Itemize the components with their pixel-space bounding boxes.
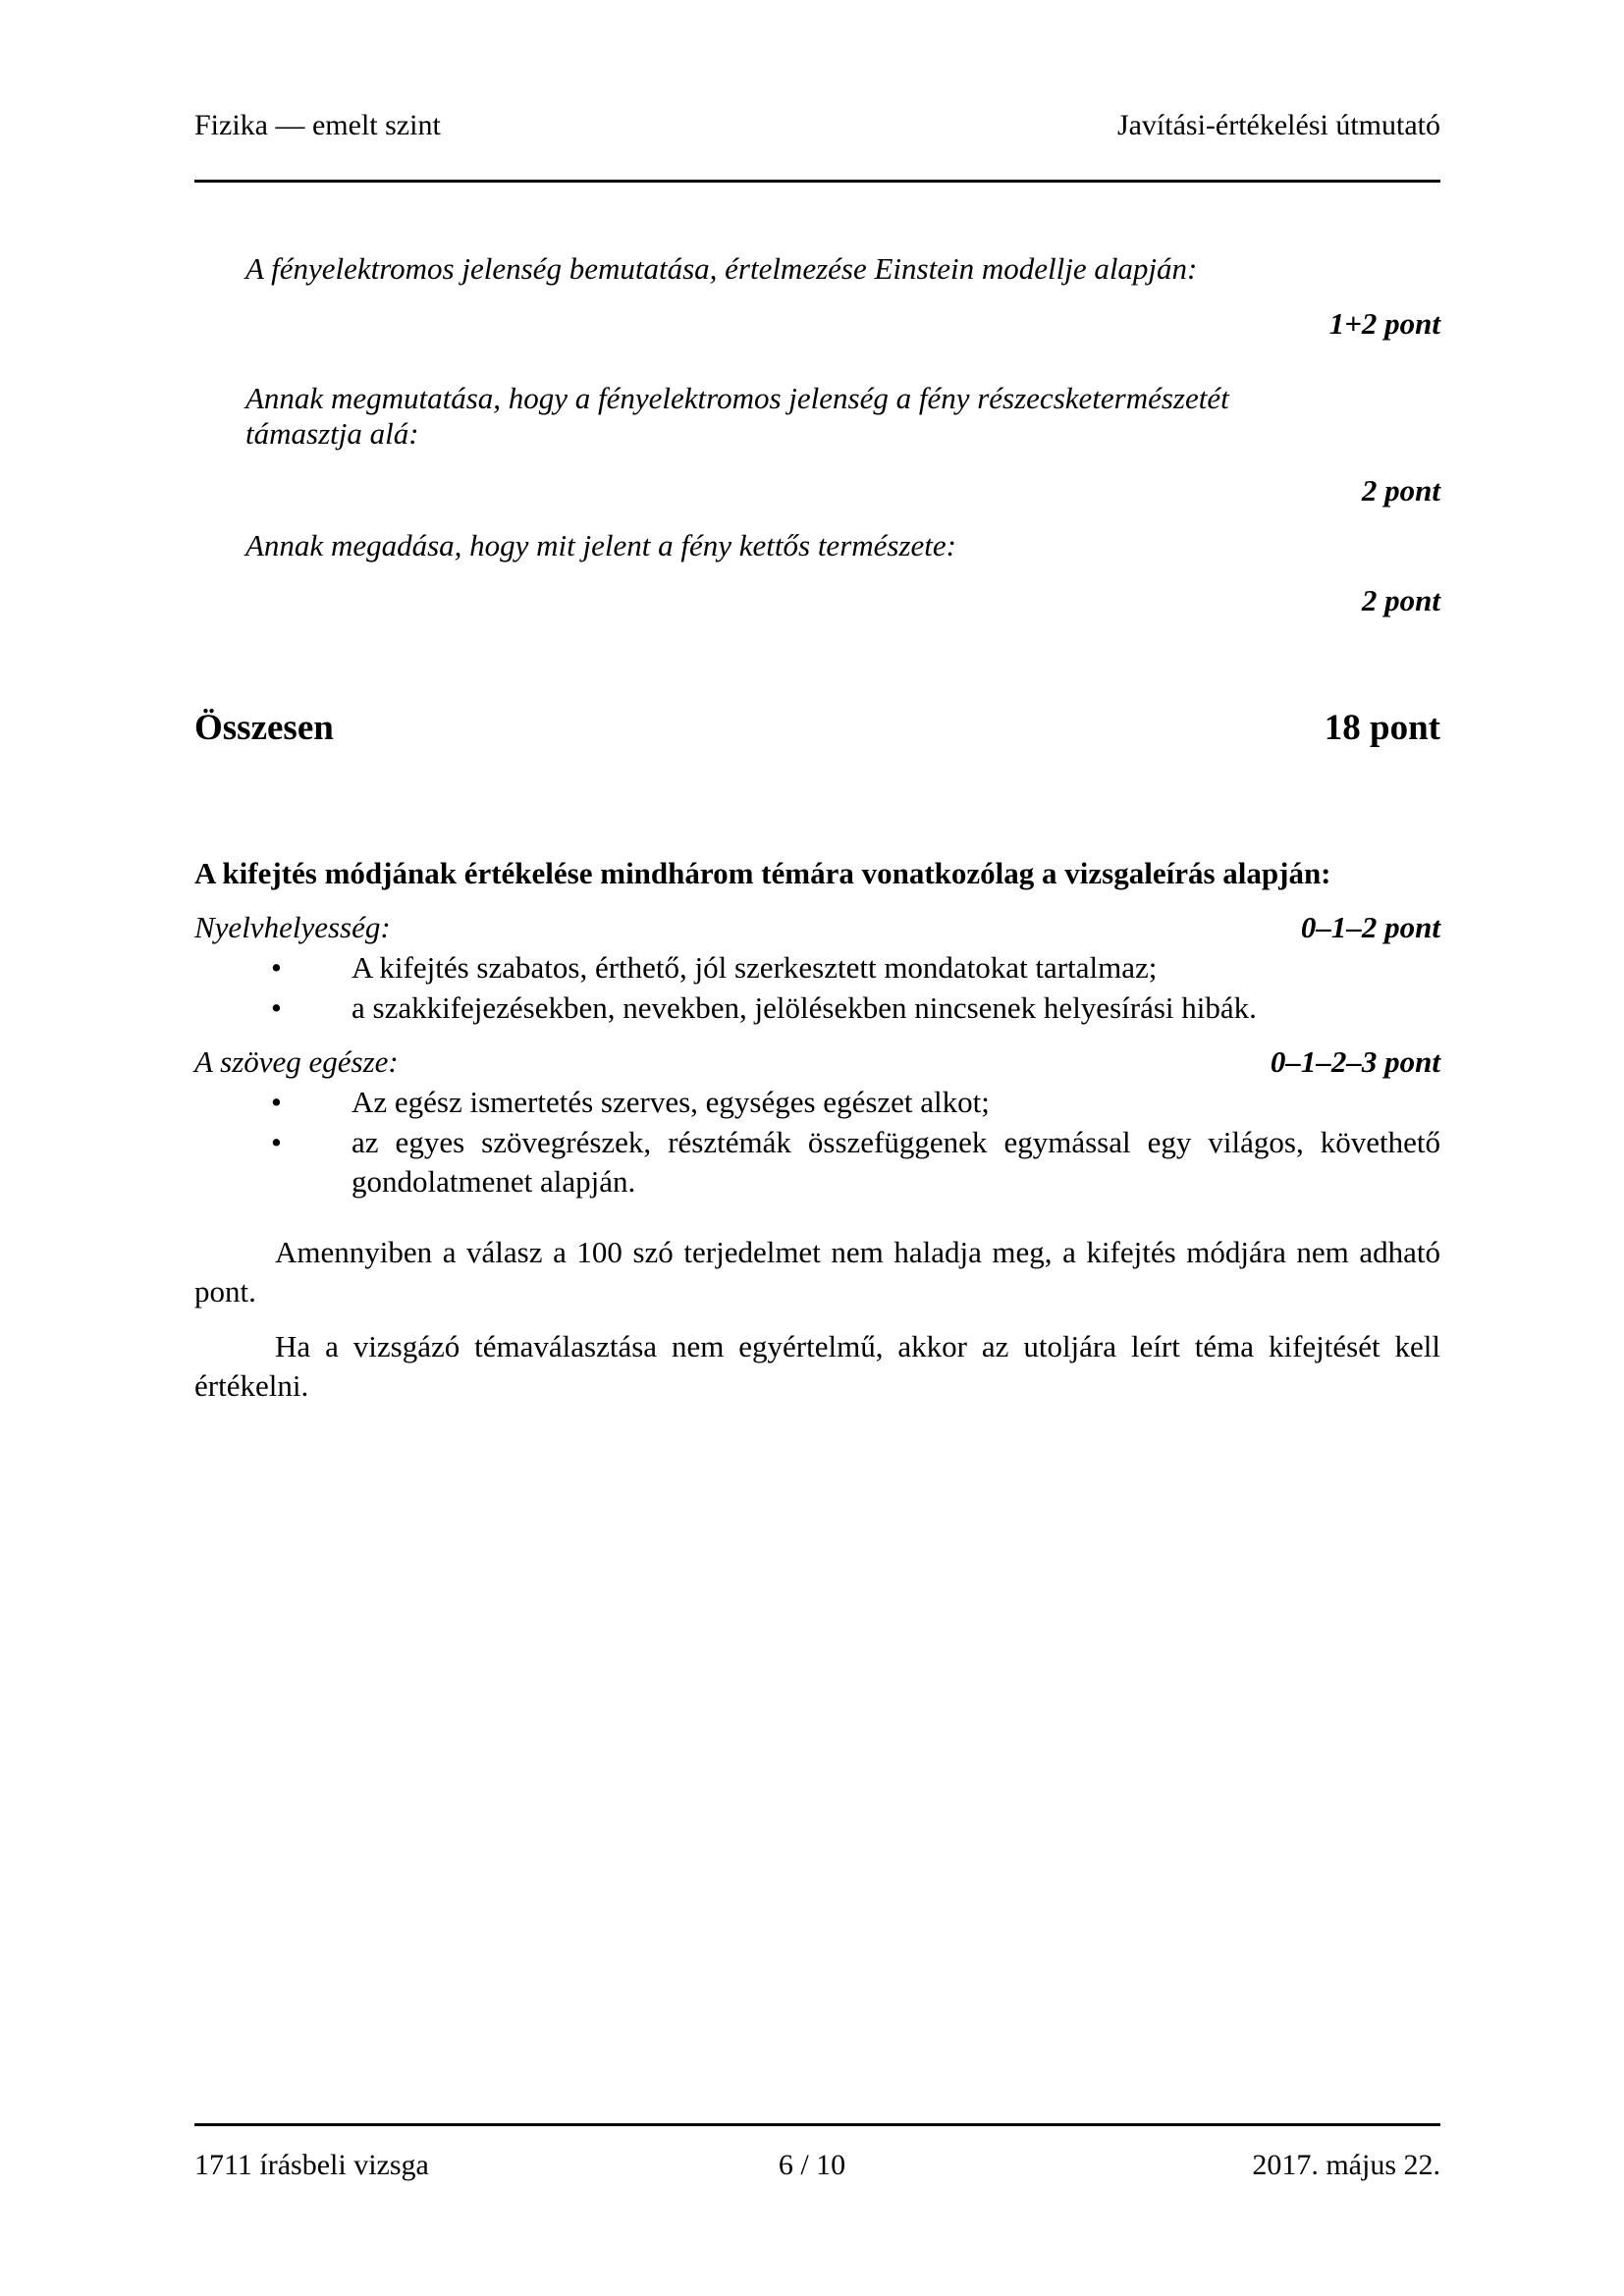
criterion-points-2: 2 pont [1361,473,1440,507]
footer-rule [194,2123,1440,2126]
bullet-icon: • [271,990,282,1025]
footer-page-number: 6 / 10 [778,2149,846,2181]
section-points-language: 0–1–2 pont [1300,910,1440,944]
list-item [271,1123,1440,1201]
criterion-points-1: 1+2 pont [1328,306,1440,341]
header-rule [194,180,1440,183]
criterion-text-2: Annak megmutatása, hogy a fényelektromos jelenség a fény részecsketermészetét támasztja alá: [245,381,1229,451]
note-paragraph-word-limit: Amennyiben a válasz a 100 szó terjedelmet nem haladja meg, a kifejtés módjára nem adható pont. [194,1235,1440,1308]
bullet-text: A kifejtés szabatos, érthető, jól szerkesztett mondatokat tartalmaz; [352,950,1158,985]
note-paragraph-topic-choice: Ha a vizsgázó témaválasztása nem egyértelmű, akkor az utoljára leírt téma kifejtését kell értékelni. [194,1329,1440,1403]
criterion-text-3: Annak megadása, hogy mit jelent a fény kettős természete: [245,528,956,562]
bullet-icon: • [271,1125,282,1159]
criterion-points-3: 2 pont [1361,583,1440,617]
bullet-text: Az egész ismertetés szerves, egységes egészet alkot; [352,1085,990,1119]
list-item [271,948,1440,988]
footer-date: 2017. május 22. [1252,2149,1440,2181]
bullet-text: az egyes szövegrészek, résztémák összefüggenek egymással egy világos, követhető gondolatmenet alapján. [352,1125,1440,1199]
bullet-icon: • [271,950,282,985]
header-subject: Fizika — emelt szint [194,109,441,141]
evaluation-heading: A kifejtés módjának értékelése mindhárom témára vonatkozólag a vizsgaleírás alapján: [194,856,1331,890]
section-label-language: Nyelvhelyesség: [194,910,391,944]
list-item [271,988,1440,1028]
list-item [271,1083,1440,1122]
total-label: Összesen [194,708,334,748]
section-label-text-whole: A szöveg egésze: [194,1044,399,1079]
bullet-icon: • [271,1085,282,1119]
header-doc-title: Javítási-értékelési útmutató [1116,109,1440,141]
criterion-text-1: A fényelektromos jelenség bemutatása, értelmezése Einstein modellje alapján: [245,251,1198,286]
total-points: 18 pont [1324,708,1440,748]
bullet-text: a szakkifejezésekben, nevekben, jelölésekben nincsenek helyesírási hibák. [352,990,1257,1025]
footer-exam-code: 1711 írásbeli vizsga [194,2149,429,2181]
section-points-text-whole: 0–1–2–3 pont [1270,1044,1440,1079]
